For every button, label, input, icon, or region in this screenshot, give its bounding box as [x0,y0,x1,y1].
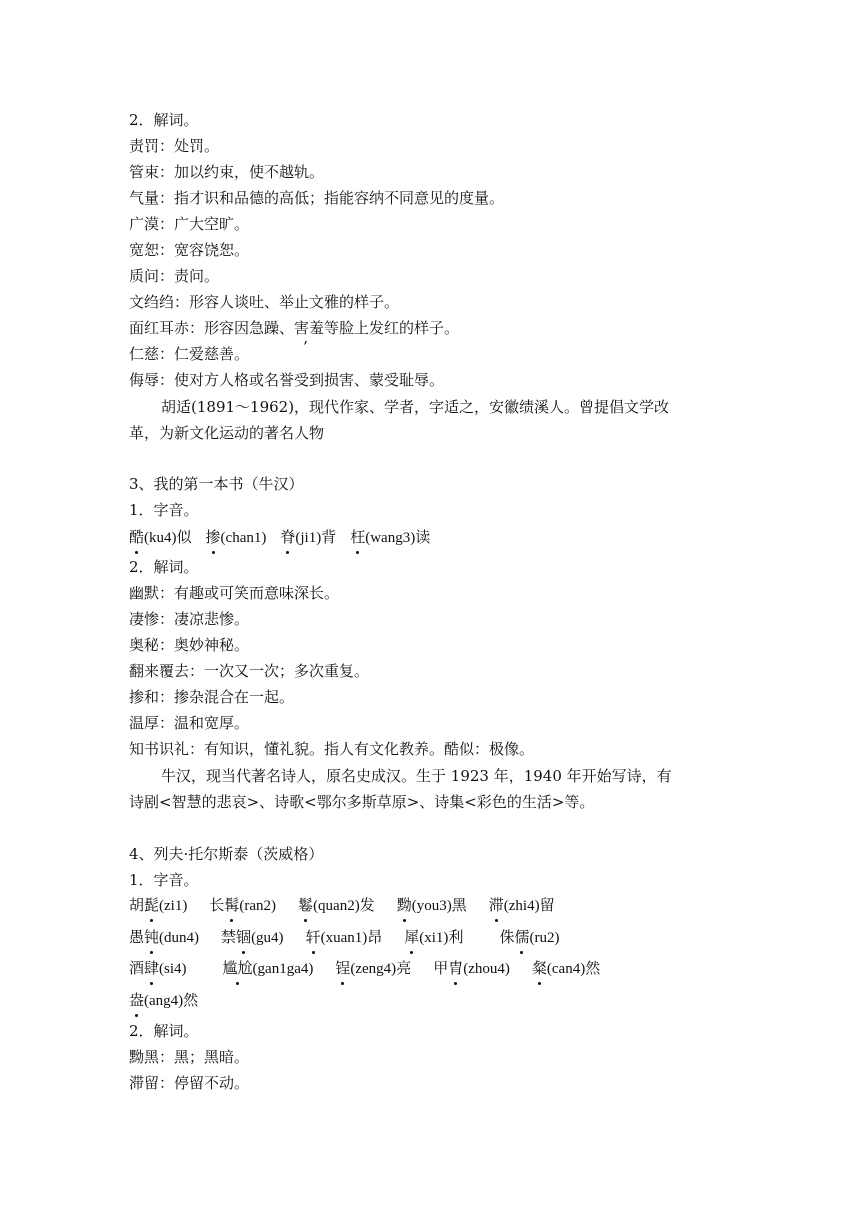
definition-line: 质问：责问。 [129,267,220,285]
definition-line: 奥秘：奥妙神秘。 [129,636,250,654]
definition-line: 掺和：掺杂混合在一起。 [129,688,295,706]
pron-item: 禁锢(gu4) [221,928,284,946]
definition-line: 面红耳赤：形容因急躁、害羞等脸上发红的样子。 [129,319,460,337]
definition-line: 侮辱：使对方人格或名誉受到损害、蒙受耻辱。 [129,371,445,389]
section-heading-pronunciation: 1．字音。 [129,501,199,519]
definition-line: 管束：加以约束，使不越轨。 [129,163,325,181]
pron-item: 黝(you3)黑 [396,896,467,914]
pron-item: 侏儒(ru2) [499,928,560,946]
lesson-title: 3、我的第一本书（牛汉） [129,475,304,493]
author-note-line: 革，为新文化运动的著名人物 [129,424,325,442]
pron-item: 愚钝(dun4) [129,928,200,946]
pron-item: 鬈(quan2)发 [298,896,375,914]
pron-item: 锃(zeng4)亮 [335,959,412,977]
definition-line: 黝黑：黑；黑暗。 [129,1048,250,1066]
section-heading-define: 2．解词。 [129,1022,199,1040]
author-note-line: 胡适(1891～1962)，现代作家、学者，字适之，安徽绩溪人。曾提倡文学改 [161,398,670,416]
definition-line: 滞留：停留不动。 [129,1074,250,1092]
pronunciation-row [129,990,198,1011]
pron-item: 酒肆(si4) [129,959,187,977]
pronunciation-row [129,927,559,948]
section-heading-define: 2．解词。 [129,558,199,576]
definition-line: 温厚：温和宽厚。 [129,714,250,732]
author-note-line: 牛汉，现当代著名诗人，原名史成汉。生于 1923 年，1940 年开始写诗，有 [161,767,672,785]
pronunciation-row [129,958,600,979]
section-heading-pronunciation: 1．字音。 [129,871,199,889]
pron-item: 犀(xi1)利 [404,928,464,946]
author-note-line: 诗剧<智慧的悲哀>、诗歌<鄂尔多斯草原>、诗集<彩色的生活>等。 [129,793,595,811]
pron-item: 掺(chan1) [205,528,267,546]
pron-item: 尴尬(gan1ga4) [222,959,314,977]
definition-line: 宽恕：宽容饶恕。 [129,241,250,259]
pron-item: 枉(wang3)读 [350,528,431,546]
stray-mark: ’ [303,338,308,356]
pron-item: 酷(ku4)似 [129,528,192,546]
definition-line: 文绉绉：形容人谈吐、举止文雅的样子。 [129,293,400,311]
pron-item: 轩(xuan1)昂 [305,928,383,946]
pron-item: 脊(ji1)背 [280,528,337,546]
definition-line: 知书识礼：有知识，懂礼貌。指人有文化教养。酷似：极像。 [129,740,535,758]
definition-line: 广漠：广大空旷。 [129,215,250,233]
definition-line: 气量：指才识和品德的高低；指能容纳不同意见的度量。 [129,189,505,207]
pronunciation-row [129,895,555,916]
pronunciation-row [129,527,430,548]
definition-line: 责罚：处罚。 [129,137,220,155]
definition-line: 翻来覆去：一次又一次；多次重复。 [129,662,370,680]
definition-line: 凄惨：凄凉悲惨。 [129,610,250,628]
section-heading-define: 2．解词。 [129,111,199,129]
pron-item: 甲胄(zhou4) [433,959,510,977]
pron-item: 滞(zhi4)留 [488,896,555,914]
definition-line: 仁慈：仁爱慈善。 [129,345,250,363]
pron-item: 粲(can4)然 [531,959,601,977]
definition-line: 幽默：有趣或可笑而意味深长。 [129,584,340,602]
pron-item: 长髯(ran2) [209,896,277,914]
pron-item: 盎(ang4)然 [129,991,199,1009]
pron-item: 胡髭(zi1) [129,896,188,914]
lesson-title: 4、列夫·托尔斯泰（茨威格） [129,845,324,863]
